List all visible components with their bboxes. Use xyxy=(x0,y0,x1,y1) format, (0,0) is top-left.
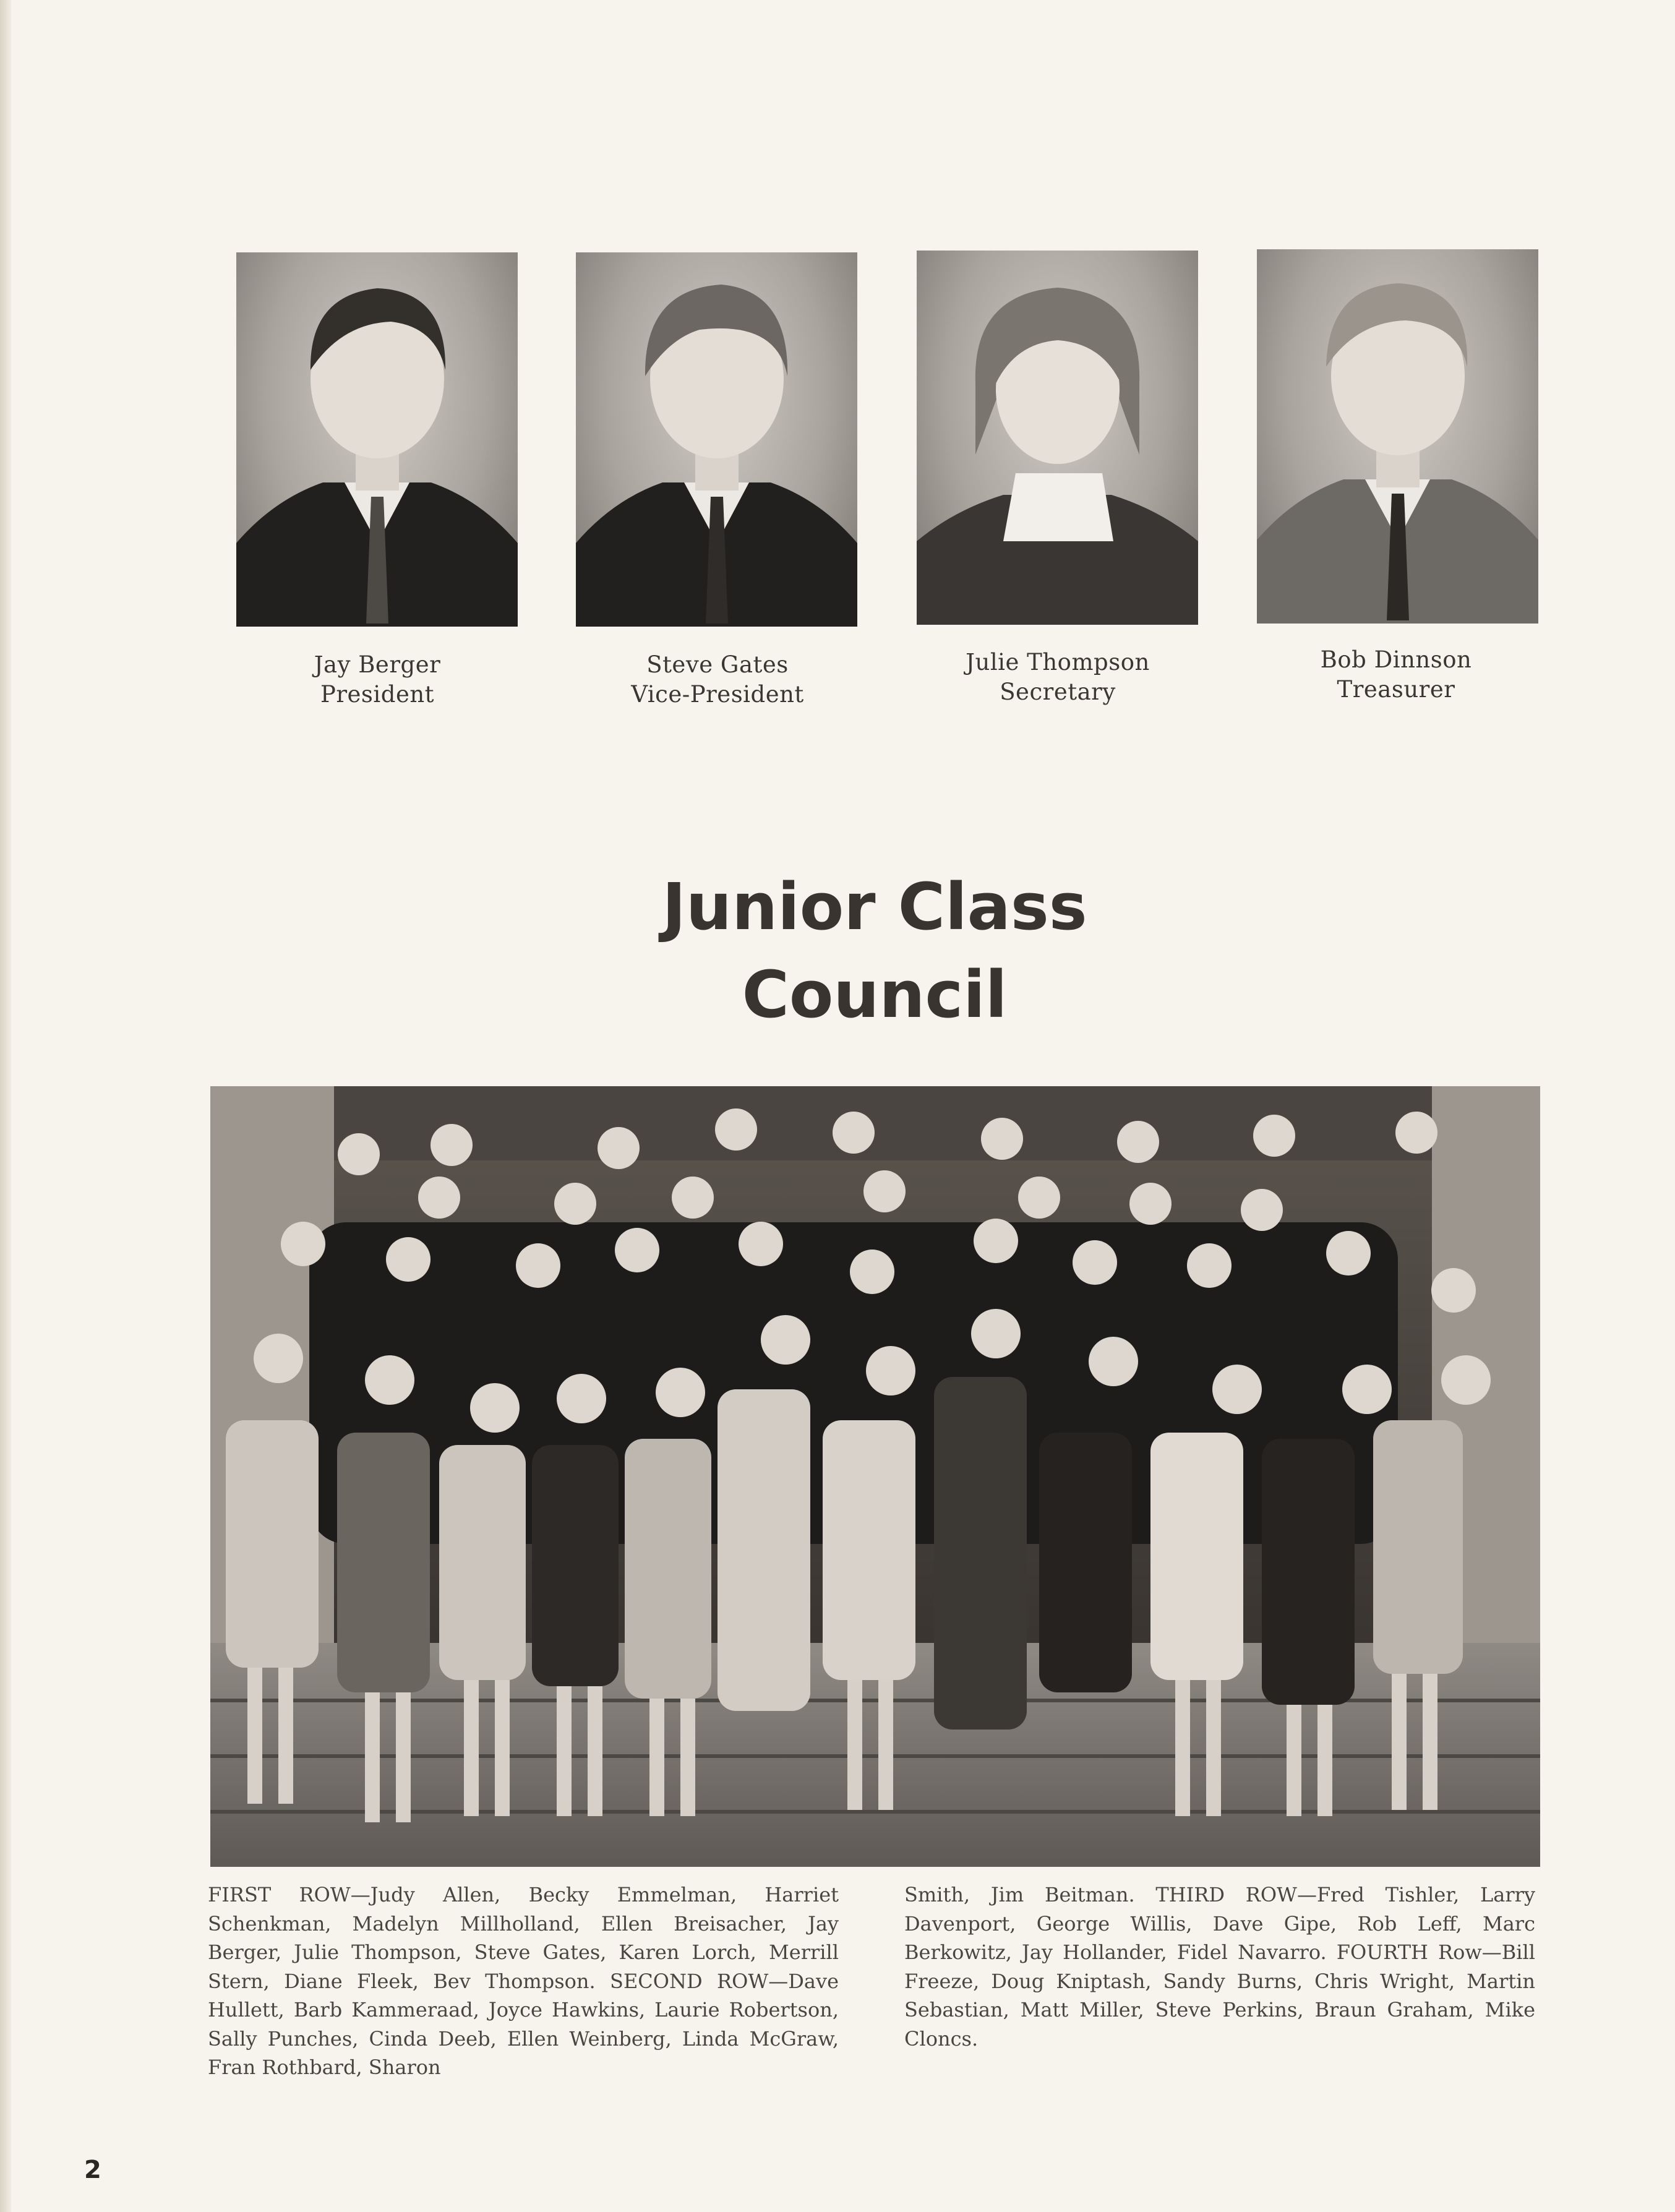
page-edge xyxy=(0,0,11,2212)
page-title xyxy=(528,863,1221,1039)
officer-name: Jay Berger xyxy=(314,651,441,678)
portrait-treasurer xyxy=(1257,249,1538,624)
officer-title: Secretary xyxy=(1000,679,1116,705)
caption-president xyxy=(204,650,550,709)
roster-right-column: Smith, Jim Beitman. THIRD ROW—Fred Tishler, Larry Davenport, George Willis, Dave Gipe, Rob Leff, Marc Berkowitz, Jay Hollander, Fidel Navarro. FOURTH Row—Bill Freeze, Doug Kniptash, Sandy Burns, Chris Wright, Martin Sebastian, Matt Miller, Steve Perkins, Braun Graham, Mike Cloncs. xyxy=(904,1883,1535,2051)
officer-title: Treasurer xyxy=(1337,676,1455,703)
caption-treasurer xyxy=(1223,645,1569,705)
officer-title: Vice-President xyxy=(631,681,804,708)
caption-vice-president xyxy=(544,650,891,709)
portrait-secretary xyxy=(917,251,1198,625)
officer-name: Bob Dinnson xyxy=(1320,646,1472,673)
officer-name: Julie Thompson xyxy=(966,649,1150,675)
portrait-president xyxy=(236,252,518,627)
page-number: 2 xyxy=(84,2156,101,2184)
officer-name: Steve Gates xyxy=(646,651,789,678)
group-photo xyxy=(210,1086,1540,1867)
page-title-line-1: Junior Class xyxy=(662,869,1087,945)
portrait-vice-president xyxy=(576,252,857,627)
officer-title: President xyxy=(320,681,435,708)
roster-left-column: FIRST ROW—Judy Allen, Becky Emmelman, Harriet Schenkman, Madelyn Millholland, Ellen Breisacher, Jay Berger, Julie Thompson, Steve Gates, Karen Lorch, Merrill Stern, Diane Fleek, Bev Thompson. SECOND ROW—Dave Hullett, Barb Kammeraad, Joyce Hawkins, Laurie Robertson, Sally Punches, Cinda Deeb, Ellen Weinberg, Linda McGraw, Fran Rothbard, Sharon xyxy=(208,1883,839,2079)
page-title-line-2: Council xyxy=(742,957,1008,1032)
caption-secretary xyxy=(885,648,1231,707)
